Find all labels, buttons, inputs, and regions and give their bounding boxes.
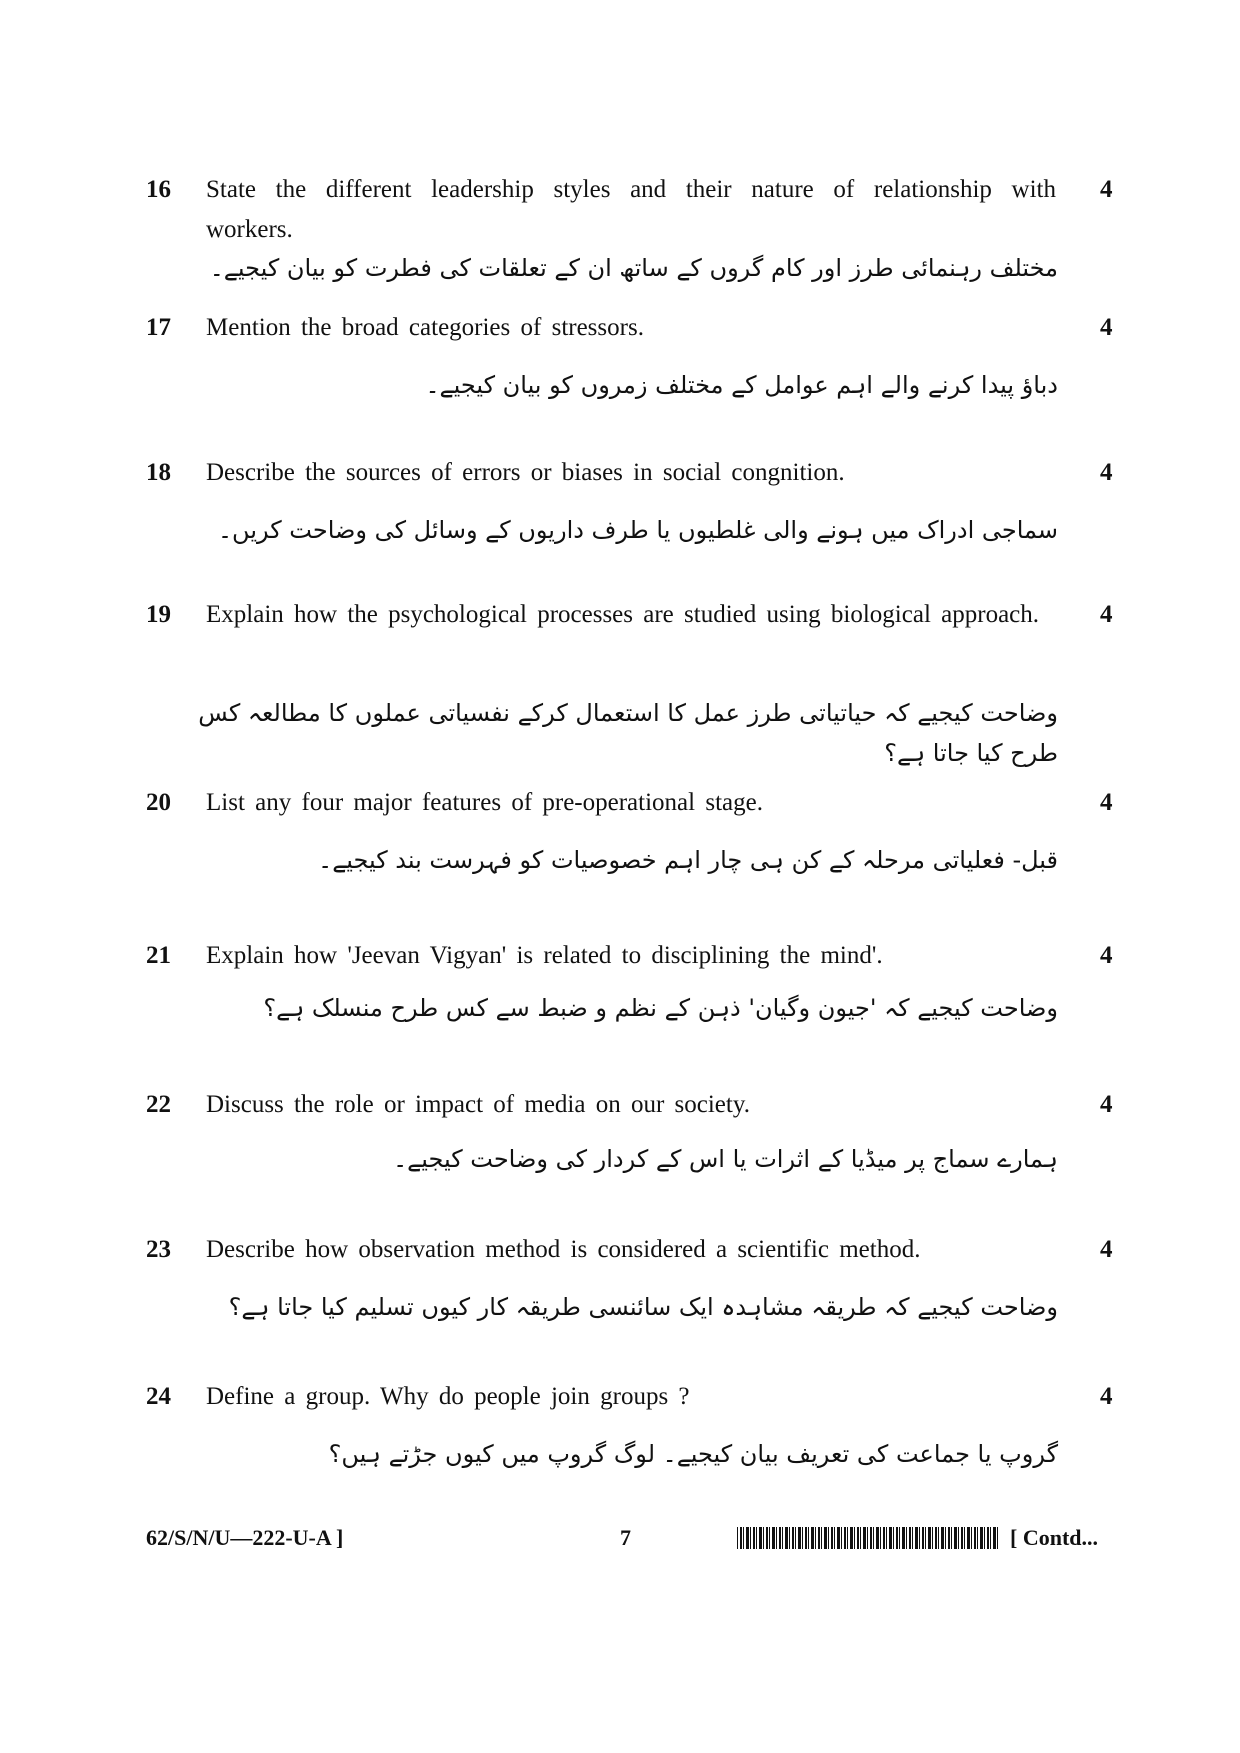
question-number: 21	[146, 942, 171, 969]
question-text-urdu: مختلف رہنمائی طرز اور کام گروں کے ساتھ ان کے تعلقات کی فطرت کو بیان کیجیے۔	[209, 254, 1058, 282]
continued-label: [ Contd...	[1010, 1525, 1099, 1550]
question-marks: 4	[1100, 314, 1113, 341]
question-number: 20	[146, 789, 171, 816]
question-marks: 4	[1100, 1236, 1113, 1263]
question-text-urdu: قبل- فعلیاتی مرحلہ کے کن ہی چار اہم خصوصیات کو فہرست بند کیجیے۔	[318, 846, 1058, 874]
question-marks: 4	[1100, 1383, 1113, 1410]
question-text-english: List any four major features of pre-operational stage.	[206, 789, 763, 816]
question-text-urdu: دباؤ پیدا کرنے والے اہم عوامل کے مختلف زمروں کو بیان کیجیے۔	[425, 371, 1058, 399]
question-text-english: Discuss the role or impact of media on our society.	[206, 1091, 750, 1118]
paper-code: 62/S/N/U—222-U-A ]	[146, 1525, 344, 1550]
page-footer	[0, 1518, 1240, 1558]
question-marks: 4	[1100, 459, 1113, 486]
question-marks: 4	[1100, 1091, 1113, 1118]
barcode	[737, 1527, 999, 1549]
question-marks: 4	[1100, 942, 1113, 969]
question-number: 16	[146, 176, 171, 203]
question-text-urdu: وضاحت کیجیے کہ 'جیون وگیان' ذہن کے نظم و ضبط سے کس طرح منسلک ہے؟	[263, 994, 1058, 1022]
question-number: 23	[146, 1236, 171, 1263]
question-marks: 4	[1100, 789, 1113, 816]
question-text-english: State the different leadership styles and their nature of relationship with workers.	[206, 176, 1056, 243]
question-text-english: Explain how the psychological processes are studied using biological approach.	[206, 601, 1040, 628]
question-marks: 4	[1100, 176, 1113, 203]
question-text-urdu: گروپ یا جماعت کی تعریف بیان کیجیے۔ لوگ گروپ میں کیوں جڑتے ہیں؟	[328, 1440, 1058, 1468]
page-number: 7	[620, 1525, 631, 1550]
question-number: 22	[146, 1091, 171, 1118]
question-number: 17	[146, 314, 171, 341]
question-text-english: Describe the sources of errors or biases in social congnition.	[206, 459, 845, 486]
question-text-urdu: وضاحت کیجیے کہ طریقہ مشاہدہ ایک سائنسی طریقہ کار کیوں تسلیم کیا جاتا ہے؟	[228, 1293, 1058, 1321]
question-number: 19	[146, 601, 171, 628]
question-text-english: Mention the broad categories of stressors.	[206, 314, 644, 341]
question-text-english: Explain how 'Jeevan Vigyan' is related to disciplining the mind'.	[206, 942, 883, 969]
question-marks: 4	[1100, 601, 1113, 628]
question-text-english: Describe how observation method is considered a scientific method.	[206, 1236, 921, 1263]
question-number: 24	[146, 1383, 171, 1410]
question-text-urdu: سماجی ادراک میں ہونے والی غلطیوں یا طرف داریوں کے وسائل کی وضاحت کریں۔	[217, 516, 1058, 544]
question-number: 18	[146, 459, 171, 486]
question-text-urdu: ہمارے سماج پر میڈیا کے اثرات یا اس کے کردار کی وضاحت کیجیے۔	[393, 1145, 1058, 1173]
question-text-english: Define a group. Why do people join groups ?	[206, 1383, 690, 1410]
question-text-urdu: وضاحت کیجیے کہ حیاتیاتی طرز عمل کا استعمال کرکے نفسیاتی عملوں کا مطالعہ کس طرح کیا جاتا ہے؟	[198, 699, 1058, 767]
